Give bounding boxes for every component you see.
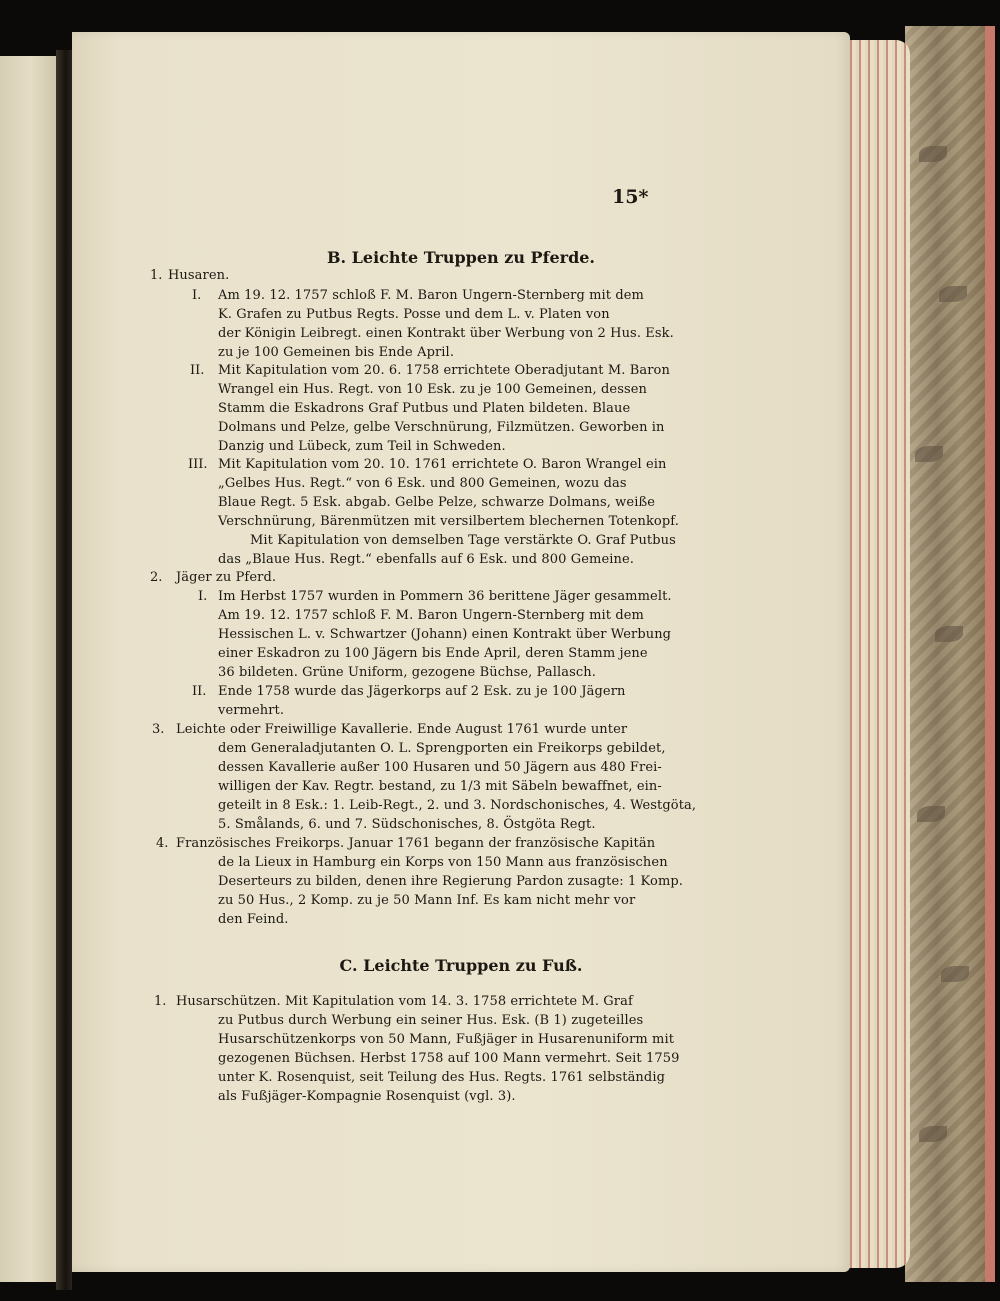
item-number: 4. — [156, 836, 169, 851]
page-number: 15* — [612, 186, 649, 208]
text-line: Dolmans und Pelze, gelbe Verschnürung, Filzmützen. Geworben in — [218, 420, 665, 435]
text-line: Leichte oder Freiwillige Kavallerie. Ende August 1761 wurde unter — [176, 722, 628, 737]
cover-pattern-leaf — [939, 286, 967, 302]
book-gutter — [56, 50, 72, 1290]
text-line: vermehrt. — [218, 703, 285, 718]
cover-pattern-leaf — [941, 966, 969, 982]
item-title: Jäger zu Pferd. — [176, 570, 277, 585]
text-line: Blaue Regt. 5 Esk. abgab. Gelbe Pelze, schwarze Dolmans, weiße — [218, 495, 656, 510]
text-line: Deserteurs zu bilden, denen ihre Regierung Pardon zusagte: 1 Komp. — [218, 874, 684, 889]
text-line: einer Eskadron zu 100 Jägern bis Ende April, deren Stamm jene — [218, 646, 648, 661]
text-line: zu Putbus durch Werbung ein seiner Hus. Esk. (B 1) zugeteilles — [218, 1013, 644, 1028]
text-line: gezogenen Büchsen. Herbst 1758 auf 100 Mann vermehrt. Seit 1759 — [218, 1051, 680, 1066]
item-title: Husaren. — [168, 268, 230, 283]
text-line: zu 50 Hus., 2 Komp. zu je 50 Mann Inf. Es kam nicht mehr vor — [218, 893, 636, 908]
text-line: dessen Kavallerie außer 100 Husaren und 50 Jägern aus 480 Frei- — [218, 760, 662, 775]
text-line: 36 bildeten. Grüne Uniform, gezogene Büchse, Pallasch. — [218, 665, 596, 680]
text-line: geteilt in 8 Esk.: 1. Leib-Regt., 2. und 3. Nordschonisches, 4. Westgöta, — [218, 798, 697, 813]
text-line: Im Herbst 1757 wurden in Pommern 36 berittene Jäger gesammelt. — [218, 589, 672, 604]
text-line: Französisches Freikorps. Januar 1761 begann der französische Kapitän — [176, 836, 656, 851]
text-line: de la Lieux in Hamburg ein Korps von 150 Mann aus französischen — [218, 855, 668, 870]
section-c-heading: C. Leichte Truppen zu Fuß. — [339, 956, 583, 975]
text-line: zu je 100 Gemeinen bis Ende April. — [218, 345, 455, 360]
text-line: Danzig und Lübeck, zum Teil in Schweden. — [218, 439, 506, 454]
text-line: unter K. Rosenquist, seit Teilung des Hus. Regts. 1761 selbständig — [218, 1070, 666, 1085]
item-number: 3. — [152, 722, 165, 737]
subitem-number: I. — [192, 288, 202, 303]
cover-pattern-leaf — [919, 1126, 947, 1142]
text-line: willigen der Kav. Regtr. bestand, zu 1/3 mit Säbeln bewaffnet, ein- — [218, 779, 662, 794]
section-b-heading: B. Leichte Truppen zu Pferde. — [327, 248, 595, 267]
text-line: Husarschützenkorps von 50 Mann, Fußjäger in Husarenuniform mit — [218, 1032, 675, 1047]
cover-pattern-leaf — [935, 626, 963, 642]
text-line: als Fußjäger-Kompagnie Rosenquist (vgl. 3). — [218, 1089, 516, 1104]
text-line: Mit Kapitulation vom 20. 10. 1761 errichtete O. Baron Wrangel ein — [218, 457, 667, 472]
subitem-number: I. — [198, 589, 208, 604]
text-line: 5. Smålands, 6. und 7. Südschonisches, 8. Östgöta Regt. — [218, 817, 596, 832]
book-cover-edge — [905, 26, 995, 1282]
text-line: Ende 1758 wurde das Jägerkorps auf 2 Esk. zu je 100 Jägern — [218, 684, 626, 699]
cover-pattern-leaf — [915, 446, 943, 462]
text-line: Husarschützen. Mit Kapitulation vom 14. 3. 1758 errichtete M. Graf — [176, 994, 633, 1009]
text-line: Am 19. 12. 1757 schloß F. M. Baron Ungern-Sternberg mit dem — [218, 608, 644, 623]
subitem-number: III. — [188, 457, 208, 472]
text-line: Mit Kapitulation von demselben Tage verstärkte O. Graf Putbus — [250, 533, 676, 548]
cover-pattern-leaf — [917, 806, 945, 822]
text-line: Stamm die Eskadrons Graf Putbus und Platen bildeten. Blaue — [218, 401, 631, 416]
cover-pattern-leaf — [919, 146, 947, 162]
text-line: Hessischen L. v. Schwartzer (Johann) einen Kontrakt über Werbung — [218, 627, 672, 642]
facing-page-edge — [0, 56, 58, 1282]
subitem-number: II. — [192, 684, 207, 699]
text-line: „Gelbes Hus. Regt.“ von 6 Esk. und 800 Gemeinen, wozu das — [218, 476, 627, 491]
text-line: der Königin Leibregt. einen Kontrakt über Werbung von 2 Hus. Esk. — [218, 326, 674, 341]
text-line: Wrangel ein Hus. Regt. von 10 Esk. zu je 100 Gemeinen, dessen — [218, 382, 648, 397]
text-line: Verschnürung, Bärenmützen mit versilbertem blechernen Totenkopf. — [218, 514, 679, 529]
text-line: dem Generaladjutanten O. L. Sprengporten ein Freikorps gebildet, — [218, 741, 666, 756]
item-number: 1. — [150, 268, 163, 283]
subitem-number: II. — [190, 363, 205, 378]
text-line: Mit Kapitulation vom 20. 6. 1758 errichtete Oberadjutant M. Baron — [218, 363, 670, 378]
text-line: den Feind. — [218, 912, 289, 927]
item-number: 1. — [154, 994, 167, 1009]
text-line: K. Grafen zu Putbus Regts. Posse und dem L. v. Platen von — [218, 307, 610, 322]
item-number: 2. — [150, 570, 163, 585]
text-line: das „Blaue Hus. Regt.“ ebenfalls auf 6 Esk. und 800 Gemeine. — [218, 552, 634, 567]
text-line: Am 19. 12. 1757 schloß F. M. Baron Ungern-Sternberg mit dem — [218, 288, 644, 303]
